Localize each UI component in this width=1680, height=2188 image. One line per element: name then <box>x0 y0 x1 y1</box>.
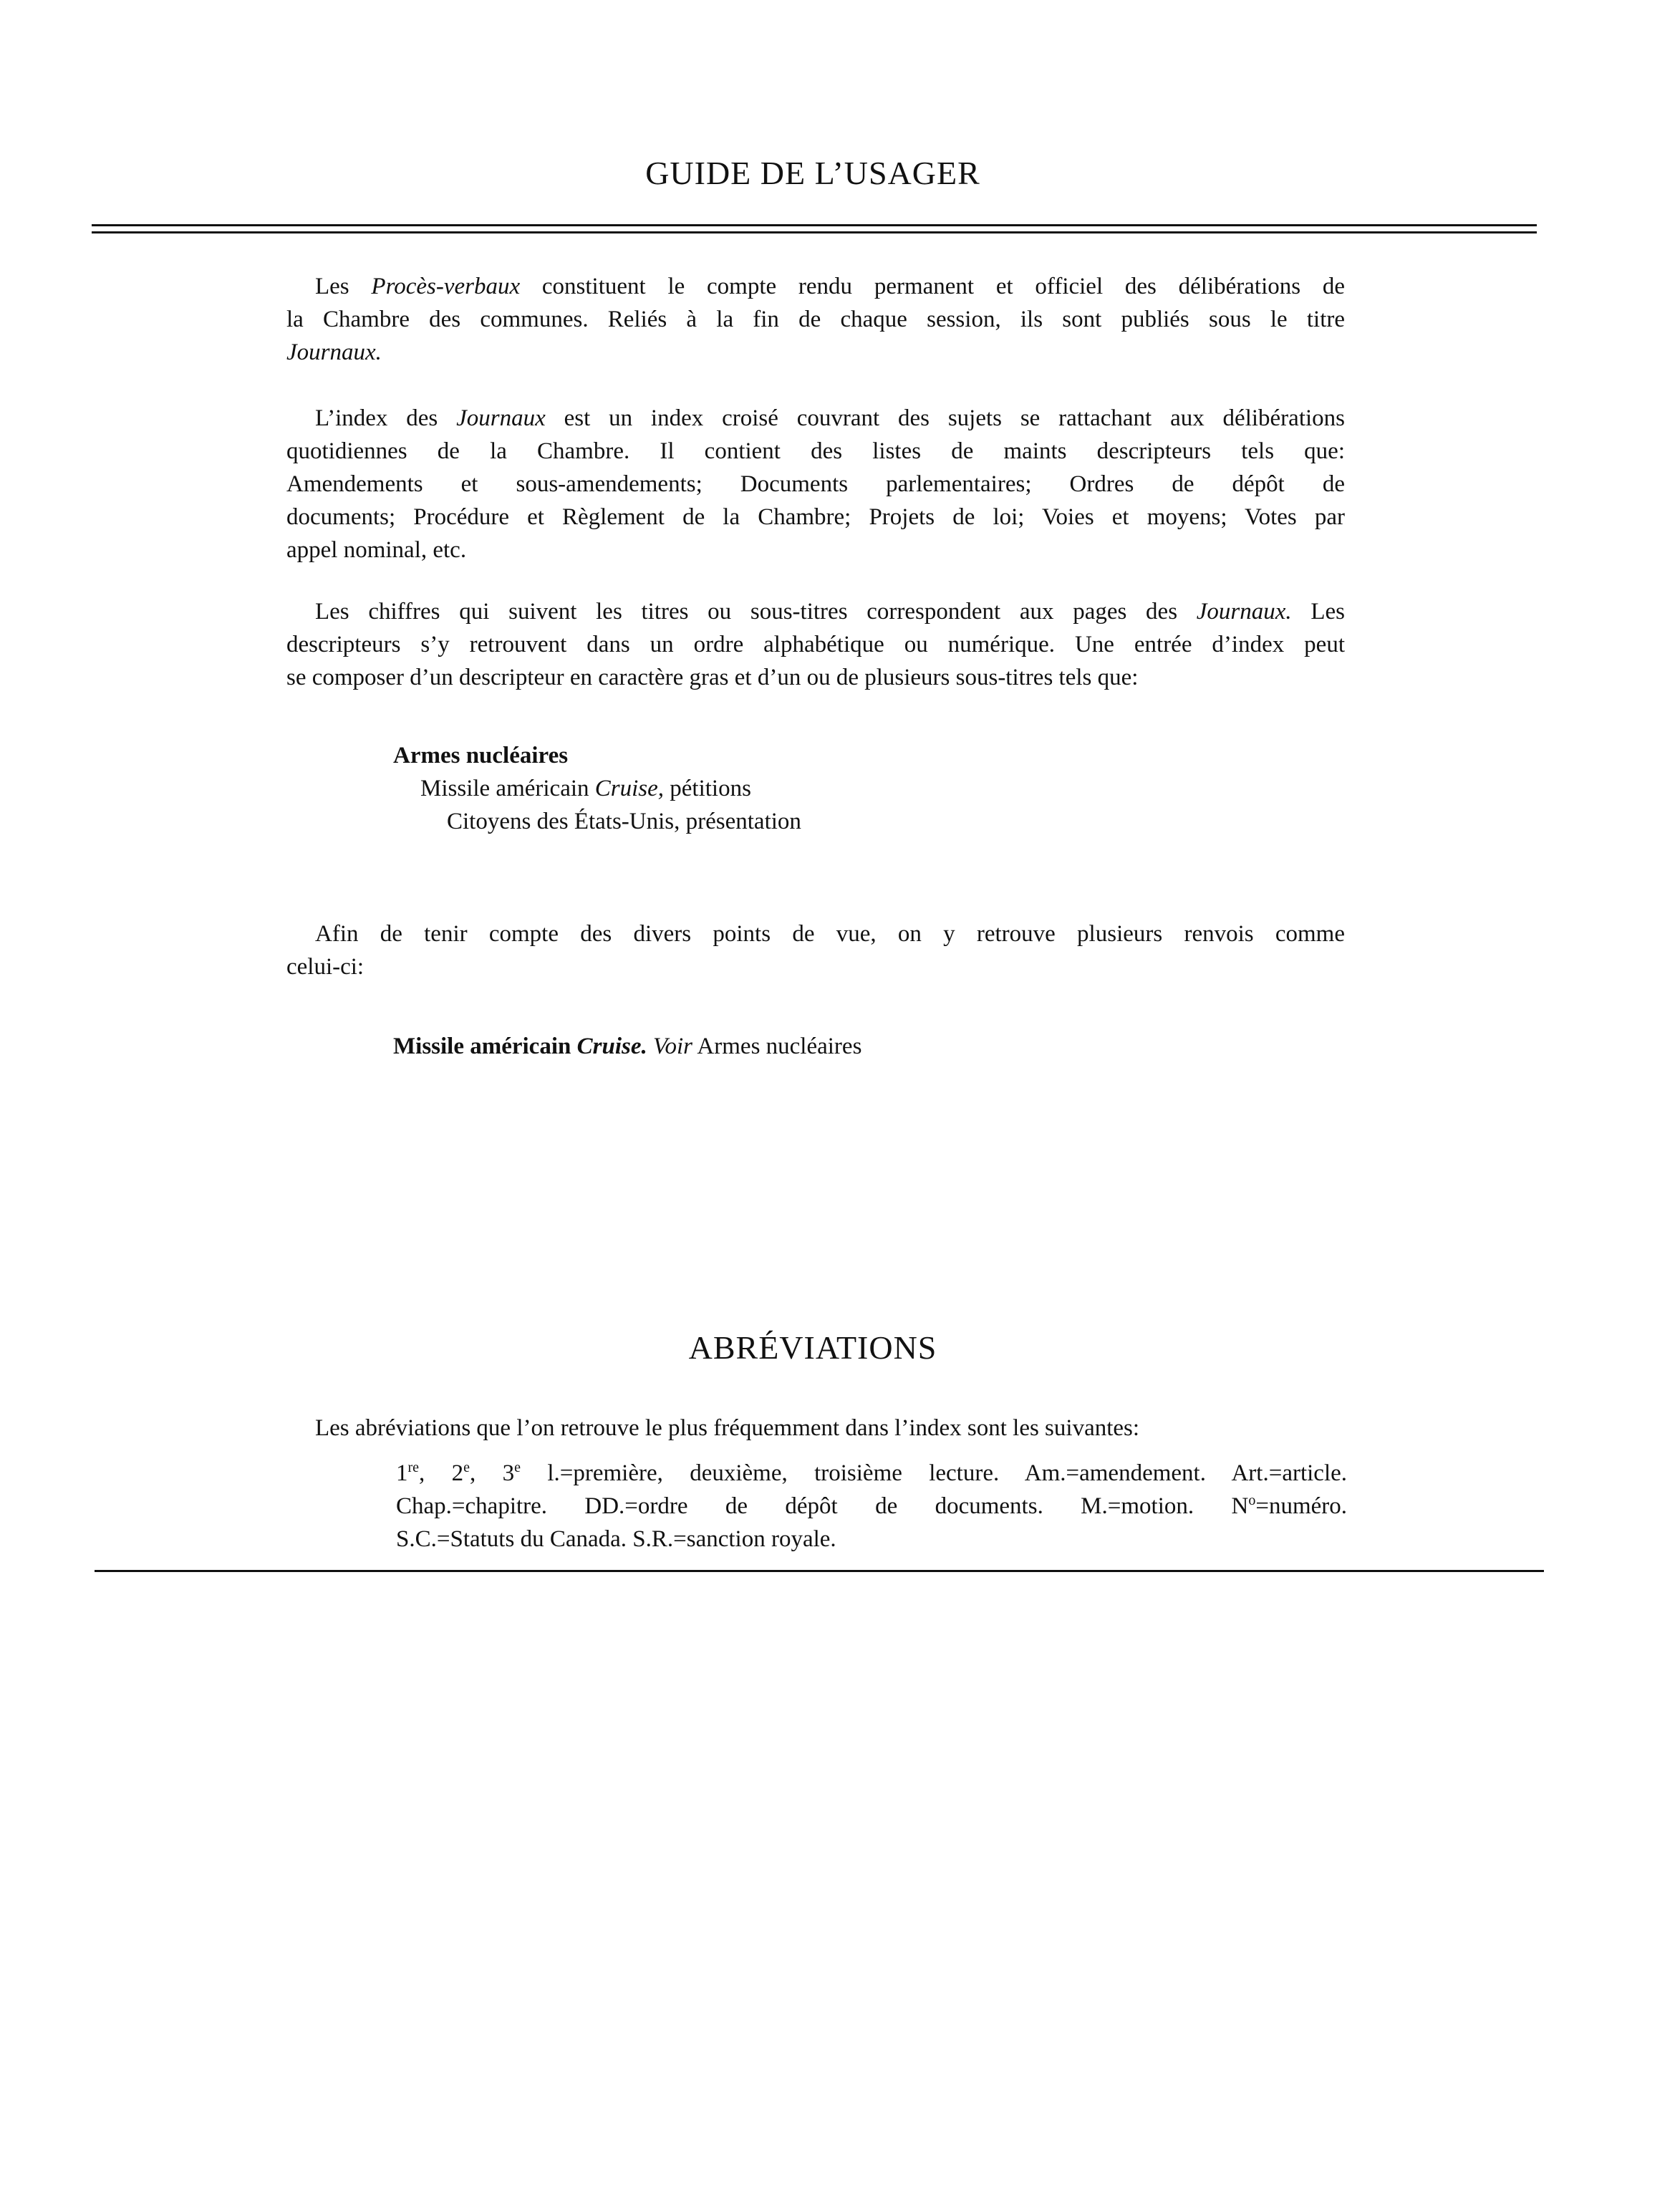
example-heading: Armes nucléaires <box>393 743 569 768</box>
paragraph-chiffres: Les chiffres qui suivent les titres ou sous-titres correspondent aux pages des Journaux. Les descripteurs s’y retrouvent dans un ordre alphabétique ou numérique. Une entrée d’index peut se composer d’un descripteur en caractère gras et d’un ou de plusieurs sous-titres tels que: <box>286 599 1345 690</box>
abbreviations-title: ABRÉVIATIONS <box>688 1329 937 1366</box>
title-rule-top <box>92 224 1537 226</box>
bottom-rule <box>95 1570 1544 1572</box>
abbreviations-intro: Les abréviations que l’on retrouve le plus fréquemment dans l’index sont les suivantes: <box>315 1415 1140 1441</box>
page-title: GUIDE DE L’USAGER <box>645 155 980 191</box>
abbreviations-list: 1re, 2e, 3e l.=première, deuxième, troisième lecture. Am.=amendement. Art.=article. Chap.=chapitre. DD.=ordre de dépôt de documents. M.=motion. $N^o=numéro$. S.C.=Statuts du Canada. S.R.=sanction royale. <box>396 1460 1348 1552</box>
paragraph-renvois: Afin de tenir compte des divers points de vue, on y retrouve plusieurs renvois comme celui-ci: <box>286 921 1345 980</box>
title-rule-bottom <box>92 231 1537 233</box>
example-subsubentry: Citoyens des États-Unis, présentation <box>447 809 801 834</box>
example-subentry: Missile américain Cruise, pétitions <box>420 776 751 801</box>
paragraph-proces-verbaux: Les Procès-verbaux constituent le compte rendu permanent et officiel des délibérations de la Chambre des communes. Reliés à la fin de chaque session, ils sont publiés sous le titre Journaux. <box>286 274 1345 365</box>
example-cross-reference: Missile américain Cruise. Voir Armes nucléaires <box>393 1033 862 1059</box>
paragraph-index: L’index des Journaux est un index croisé couvrant des sujets se rattachant aux délibérations quotidiennes de la Chambre. Il contient des listes de maints descripteurs tels que: Amendements et sous-amendements; Documents parlementaires; Ordres de dépôt de documents; Procédure et Règlement de la Chambre; Projets de loi; Voies et moyens; Votes par appel nominal, etc. <box>286 405 1345 563</box>
